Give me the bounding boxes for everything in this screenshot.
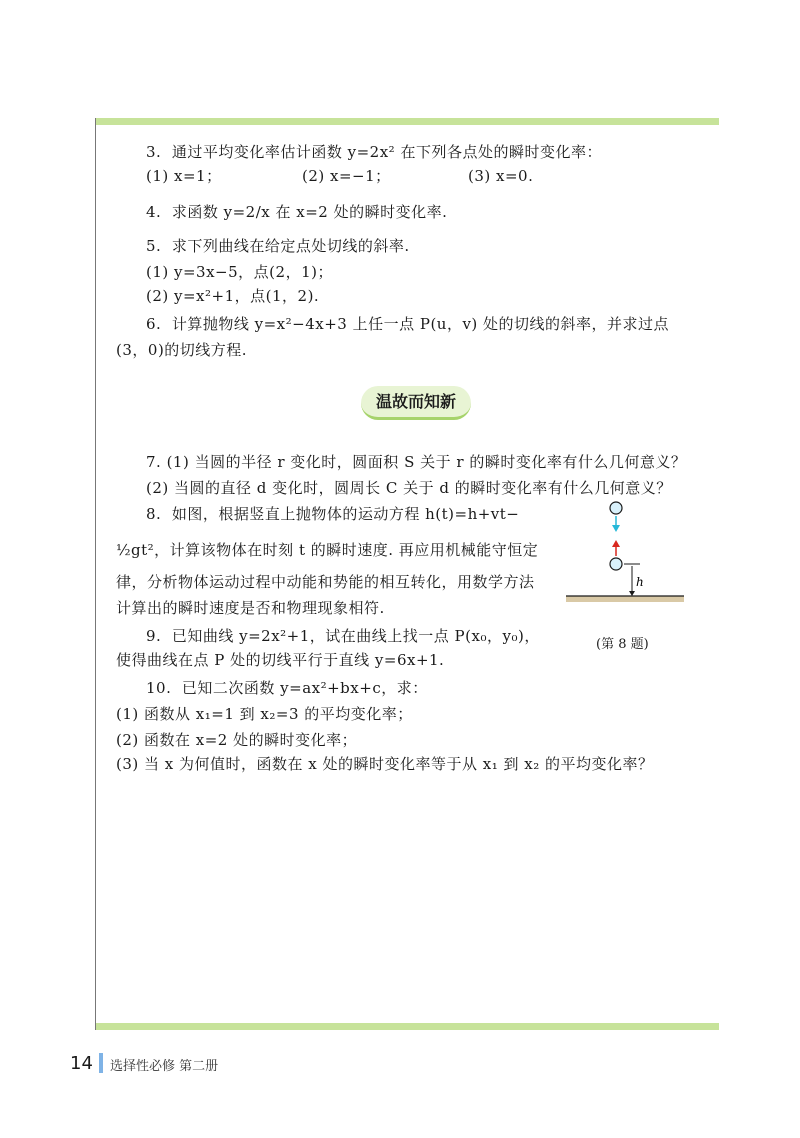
lower-ball <box>610 558 622 570</box>
downward-arrow-head <box>612 525 620 532</box>
exercise-5: 5. 求下列曲线在给定点处切线的斜率. <box>146 237 410 255</box>
exercise-6: 6. 计算抛物线 y=x²−4x+3 上任一点 P(u，v) 处的切线的斜率，并求过点 <box>146 315 670 333</box>
exercise-6-cont: (3，0)的切线方程. <box>116 341 248 359</box>
height-arrow-head <box>629 591 635 596</box>
exercise-9: 9. 已知曲线 y=2x²+1，试在曲线上找一点 P(x₀，y₀)， <box>146 627 540 645</box>
exercise-10-part-3: (3) 当 x 为何值时，函数在 x 处的瞬时变化率等于从 x₁ 到 x₂ 的平均变化率？ <box>116 755 654 773</box>
exercise-8-cont-1: ½gt²，计算该物体在时刻 t 的瞬时速度. 再应用机械能守恒定 <box>116 541 539 559</box>
exercise-3-part-1: (1) x=1； <box>146 167 222 185</box>
page-footer <box>0 1045 800 1085</box>
height-label: h <box>636 575 644 589</box>
exercise-7-part-2: (2) 当圆的直径 d 变化时，圆周长 C 关于 d 的瞬时变化率有什么几何意义？ <box>146 479 672 497</box>
exercise-8-cont-3: 计算出的瞬时速度是否和物理现象相符. <box>116 599 385 617</box>
page-number: 14 <box>70 1053 93 1074</box>
exercise-9-cont: 使得曲线在点 P 处的切线平行于直线 y=6x+1. <box>116 651 445 669</box>
book-title: 选择性必修 第二册 <box>110 1059 219 1074</box>
exercise-5-part-2: (2) y=x²+1，点(1，2). <box>146 287 320 305</box>
exercise-3-part-3: (3) x=0. <box>468 167 534 185</box>
content-area <box>96 118 719 1030</box>
exercise-10-part-2: (2) 函数在 x=2 处的瞬时变化率； <box>116 731 358 749</box>
upper-ball <box>610 502 622 514</box>
ground-surface <box>566 596 684 602</box>
exercise-7-part-1: 7. (1) 当圆的半径 r 变化时，圆面积 S 关于 r 的瞬时变化率有什么几何意义？ <box>146 453 687 471</box>
exercise-5-part-1: (1) y=3x−5，点(2，1)； <box>146 263 333 281</box>
exercise-4: 4. 求函数 y=2/x 在 x=2 处的瞬时变化率. <box>146 203 448 221</box>
page-frame <box>95 118 719 1030</box>
exercise-3-part-2: (2) x=−1； <box>302 167 391 185</box>
exercise-10: 10. 已知二次函数 y=ax²+bx+c，求： <box>146 679 428 697</box>
section-banner: 温故而知新 <box>361 386 471 420</box>
exercise-10-part-1: (1) 函数从 x₁=1 到 x₂=3 的平均变化率； <box>116 705 413 723</box>
exercise-8: 8. 如图，根据竖直上抛物体的运动方程 h(t)=h+vt− <box>146 505 520 523</box>
exercise-8-cont-2: 律，分析物体运动过程中动能和势能的相互转化，用数学方法 <box>116 573 535 591</box>
upward-arrow-head <box>612 540 620 547</box>
projectile-figure <box>566 498 696 618</box>
footer-accent-bar <box>99 1053 103 1073</box>
figure-caption: (第 8 题) <box>596 637 649 652</box>
exercise-3: 3. 通过平均变化率估计函数 y=2x² 在下列各点处的瞬时变化率： <box>146 143 602 161</box>
